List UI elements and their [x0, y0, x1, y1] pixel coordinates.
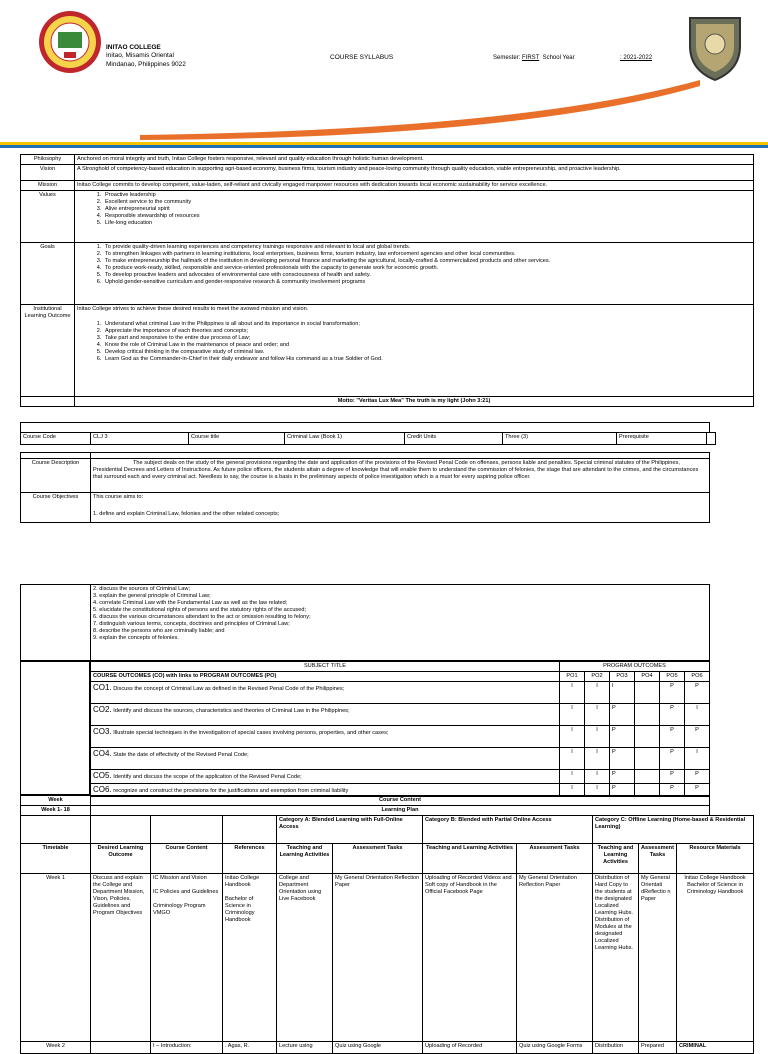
obj-item: 4. correlate Criminal Law with the Fundamental Law as well as the law related;	[93, 599, 288, 606]
obj-item: 7. distinguish various terms, concepts, doctrines and principles of Criminal Law;	[93, 620, 290, 627]
week1-cell: My General Orientati dReflectio n Paper	[639, 874, 677, 1042]
po-cell: P	[610, 725, 635, 747]
po-cell: I	[610, 681, 635, 703]
table-row	[21, 874, 754, 1042]
week1-cell: IC Mission and Vision IC Policies and Guidelines Criminology Program VMGO	[151, 874, 223, 1042]
week2-cell: CRIMINAL	[676, 1042, 753, 1054]
week1-cell: My General Orientation Reflection Paper	[333, 874, 423, 1042]
philosophy-text: Anchored on moral integrity and truth, Initao College fosters responsive, relevant and quality education through holistic human development.	[75, 155, 754, 165]
po-header: PO6	[685, 671, 710, 681]
values-item: 5. Life-long education	[103, 220, 751, 227]
table-row	[91, 703, 710, 725]
obj-item: 5. elucidate the constitutional rights of persons and the statutory rights of the accused;	[93, 606, 306, 613]
week2-cell: Quiz using Google Forms	[517, 1042, 593, 1054]
table-row	[91, 769, 710, 783]
po-header: PO2	[585, 671, 610, 681]
co-code: CO1.	[93, 682, 112, 692]
po-cell: P	[610, 783, 635, 796]
philosophy-label: Philosophy	[21, 155, 75, 165]
motto: Motto: "Veritas Lux Mea" The truth is my light (John 3:21)	[75, 397, 754, 407]
goals-item: 3. To make entrepreneurship the hallmark of the institution in developing personal finance and marketing the agricultural, locally-crafted & commercialized products and other services.	[103, 258, 751, 265]
co-code: CO6.	[93, 784, 112, 794]
category-b-header: Category B: Blended with Partial Online Access	[423, 816, 593, 844]
course-content-header: Course Content	[91, 796, 710, 806]
outcomes-left-col	[20, 661, 90, 795]
po-cell: I	[585, 747, 610, 769]
values-list	[103, 192, 751, 227]
week2-cell: Week 2	[21, 1042, 91, 1054]
goals-item: 4. To produce work-ready, skilled, responsible and service-oriented professionals with the capacity to generate work for economic growth.	[103, 265, 751, 272]
week2-cell: Prepared	[639, 1042, 677, 1054]
ilo-label: Institutional Learning Outcome	[21, 305, 75, 397]
credit-units-value: Three (3)	[503, 433, 617, 445]
institution-table	[20, 154, 754, 407]
po-cell: P	[685, 681, 710, 703]
col-header: Resource Materials	[676, 844, 753, 874]
vision-text: A Stronghold of competency-based education in supporting agri-based economy, business firms, tourism industry and peace-loving community through quality education, viable entrepreneurship, and proactive leadership.	[75, 165, 754, 181]
po-cell: P	[610, 769, 635, 783]
co-text: Discuss the concept of Criminal Law as defined in the Revised Penal Code of the Philippines;	[113, 685, 345, 692]
po-cell	[635, 703, 660, 725]
week2-cell: Uploading of Recorded	[423, 1042, 517, 1054]
ilo-item: 6. Learn God as the Commander-in-Chief in their daily endeavor and follow His command as a true Soldier of God.	[103, 356, 751, 363]
po-header: PO5	[660, 671, 685, 681]
school-year-label: School Year	[542, 55, 575, 61]
po-cell: P	[660, 747, 685, 769]
co-text: Identify and discuss the sources, characteristics and theories of Criminal Law in the Philippines;	[113, 707, 350, 714]
po-cell: I	[685, 703, 710, 725]
course-title-label: Course title	[189, 433, 285, 445]
semester-label: Semester:	[493, 55, 521, 61]
subject-title: SUBJECT TITLE	[91, 662, 560, 672]
week2-cell: Quiz using Google	[333, 1042, 423, 1054]
semester-value: FIRST	[522, 55, 540, 61]
school-seal-logo	[38, 8, 102, 76]
course-obj-intro: This course aims to:	[93, 494, 144, 500]
table-row	[91, 681, 710, 703]
school-address-2: Mindanao, Philippines 9022	[106, 60, 186, 68]
course-title-value: Criminal Law (Book 1)	[285, 433, 405, 445]
po-cell: I	[560, 725, 585, 747]
obj-item: 3. explain the general principle of Criminal Law;	[93, 592, 211, 599]
co-code: CO5.	[93, 770, 112, 780]
course-code-table	[20, 432, 716, 445]
school-address: Initao, Misamis Oriental	[106, 52, 174, 60]
table-row	[91, 725, 710, 747]
course-obj-label: Course Objectives	[21, 493, 91, 523]
doc-title: COURSE SYLLABUS	[330, 54, 394, 61]
po-cell	[635, 725, 660, 747]
values-item: 1. Proactive leadership	[103, 192, 751, 199]
week2-cell: I – Introduction:	[151, 1042, 223, 1054]
po-cell: I	[585, 769, 610, 783]
po-cell	[635, 769, 660, 783]
table-row	[91, 747, 710, 769]
school-year-value: : 2021-2022	[620, 55, 653, 61]
po-cell	[635, 681, 660, 703]
course-obj-item: 1. define and explain Criminal Law, felonies and the other related concepts;	[93, 510, 280, 517]
goals-item: 2. To strengthen linkages with partners in learning institutions, local enterprises, business firms, tourism industry, law enforcement agencies and other local communities.	[103, 251, 751, 258]
col-header: Assessment Tasks	[639, 844, 677, 874]
po-cell: I	[585, 681, 610, 703]
week2-cell: . Agas, R.	[223, 1042, 277, 1054]
goals-item: 1. To provide quality-driven learning experiences and competency trainings responsive and relevant to local and global trends.	[103, 244, 751, 251]
co-text: State the date of effectivity of the Revised Penal Code;	[113, 751, 249, 758]
col-header: Teaching and Learning Activities	[423, 844, 517, 874]
week-label: Week	[21, 796, 91, 806]
header-swoosh-graphic	[0, 80, 768, 150]
obj-item: 6. discuss the various circumstances attendant to the act or omission resulting to felony;	[93, 613, 311, 620]
week2-cell	[91, 1042, 151, 1054]
obj-item: 2. discuss the sources of Criminal Law;	[93, 586, 190, 592]
po-cell: P	[685, 725, 710, 747]
week-range: Week 1- 18	[21, 806, 91, 816]
week1-cell: Distribution of Hard Copy to the students at the designated Localized Learning Hubs. Distribution of Modules at the designated Localized Learning Hubs.	[593, 874, 639, 1042]
course-desc-text: The subject deals on the study of the general provisions regarding the date and application of the provisions of the Revised Penal Code on offenses, persons liable and penalties. Special criminal statutes of the Philippines, Presidential Decrees and Letters of Instructions. As future police officers, the students attain a degree of knowledge that will enable them to understand the commission of felonies, the stage that are attendant to the crimes, and the circumstances that surround each and every criminal act. Needless to say, the course is a basis in the preliminary aspects of police investigation which is a must for every aspiring police officer.	[91, 459, 710, 493]
week1-cell: Week 1	[21, 874, 91, 1042]
values-label: Values	[21, 191, 75, 243]
po-cell: P	[660, 725, 685, 747]
week1-cell: Initao College Handbook Bachelor of Science in Criminology Handbook	[223, 874, 277, 1042]
co-code: CO3.	[93, 726, 112, 736]
co-header: COURSE OUTCOMES (CO) with links to PROGRAM OUTCOMES (PO)	[91, 671, 560, 681]
po-cell: P	[660, 681, 685, 703]
co-text: Illustrate special techniques in the investigation of special cases involving persons, properties, and other cases;	[113, 729, 389, 736]
mission-text: Initao College commits to develop competent, value-laden, self-reliant and civically engaged manpower resources with dedication towards local economic sustainability for service excellence.	[75, 181, 754, 191]
goals-list	[103, 244, 751, 286]
co-text: Identify and discuss the scope of the application of the Revised Penal Code;	[113, 773, 302, 780]
category-a-header: Category A: Blended Learning with Full-Online Access	[277, 816, 423, 844]
values-item: 3. Alive entrepreneurial spirit	[103, 206, 751, 213]
values-item: 4. Responsible stewardship of resources	[103, 213, 751, 220]
po-cell: I	[685, 747, 710, 769]
learning-plan-header: Learning Plan	[91, 806, 710, 816]
po-cell: I	[585, 725, 610, 747]
goals-item: 5. To develop proactive leaders and advocates of environmental care with consciousness of health and safety.	[103, 272, 751, 279]
course-code-value: CLJ 3	[91, 433, 189, 445]
week1-cell: Uploading of Recorded Videos and Soft copy of Handbook in the Official Facebook Page	[423, 874, 517, 1042]
criminology-shield-logo	[686, 12, 744, 82]
po-cell: I	[560, 681, 585, 703]
goals-item: 6. Uphold gender-sensitive curriculum and gender-responsive research & community involvement programs	[103, 279, 751, 286]
col-header: Teaching and Learning Activities	[593, 844, 639, 874]
col-header: Desired Learning Outcome	[91, 844, 151, 874]
program-outcomes-header: PROGRAM OUTCOMES	[560, 662, 710, 672]
table-row	[21, 1042, 754, 1054]
po-cell: I	[560, 783, 585, 796]
course-desc-label: Course Description	[21, 459, 91, 493]
vision-label: Vision	[21, 165, 75, 181]
course-code-label: Course Code	[21, 433, 91, 445]
ilo-item: 4. Know the role of Criminal Law in the maintenance of peace and order; and	[103, 342, 751, 349]
po-cell: P	[610, 703, 635, 725]
po-cell: I	[560, 703, 585, 725]
po-cell: I	[585, 783, 610, 796]
values-item: 2. Excellent service to the community	[103, 199, 751, 206]
ilo-list	[103, 321, 751, 363]
po-cell: P	[660, 703, 685, 725]
po-header: PO4	[635, 671, 660, 681]
learning-plan-table	[20, 815, 754, 1054]
obj-item: 8. describe the persons who are criminally liable; and	[93, 627, 225, 634]
ilo-intro: Initao College strives to achieve these desired results to meet the avowed mission and vision.	[77, 306, 309, 312]
obj-item: 9. explain the concepts of felonies.	[93, 634, 179, 641]
school-name: INITAO COLLEGE	[106, 44, 161, 51]
col-header: Timetable	[21, 844, 91, 874]
week-content-table	[20, 795, 710, 816]
col-header: Assessment Tasks	[517, 844, 593, 874]
outcomes-table	[90, 661, 710, 797]
po-cell: I	[560, 747, 585, 769]
week1-cell: College and Department Orientation using Live Facebook	[277, 874, 333, 1042]
prerequisite-label: Prerequisite	[617, 433, 707, 445]
col-header: Course Content	[151, 844, 223, 874]
week1-cell: Discuss and explain the College and Department Mission, Vison, Policies, Guidelines and Program Objectives	[91, 874, 151, 1042]
po-header: PO1	[560, 671, 585, 681]
course-desc-table	[20, 452, 710, 523]
po-header: PO3	[610, 671, 635, 681]
ilo-item: 5. Develop critical thinking in the comparative study of criminal law.	[103, 349, 751, 356]
co-code: CO4.	[93, 748, 112, 758]
ilo-item: 2. Appreciate the importance of each theories and concepts;	[103, 328, 751, 335]
category-c-header: Category C: Offline Learning (Home-based & Residential Learning)	[593, 816, 754, 844]
objectives-cont-table	[20, 584, 710, 661]
week2-cell: Distribution	[593, 1042, 639, 1054]
goals-label: Goals	[21, 243, 75, 305]
week2-cell: Lecture using	[277, 1042, 333, 1054]
col-header: Teaching and Learning Activities	[277, 844, 333, 874]
mission-label: Mission	[21, 181, 75, 191]
credit-units-label: Credit Units	[405, 433, 503, 445]
po-cell: P	[685, 769, 710, 783]
co-text: recognize and construct the provisions for the justifications and exemption from criminal liability	[113, 787, 349, 794]
po-cell: P	[660, 769, 685, 783]
col-header: References	[223, 844, 277, 874]
po-cell: P	[610, 747, 635, 769]
col-header: Assessment Tasks	[333, 844, 423, 874]
week1-cell: Initao College Handbook Bachelor of Science in Criminology Handbook	[676, 874, 753, 1042]
co-code: CO2.	[93, 704, 112, 714]
ilo-item: 3. Take part and responsive to the entire due process of Law;	[103, 335, 751, 342]
ilo-item: 1. Understand what criminal Law in the Philippines is all about and its importance in social transformation;	[103, 321, 751, 328]
po-cell: I	[560, 769, 585, 783]
po-cell: P	[660, 783, 685, 796]
po-cell	[635, 747, 660, 769]
week1-cell: My General Orientation Reflection Paper	[517, 874, 593, 1042]
po-cell: I	[585, 703, 610, 725]
po-cell: P	[685, 783, 710, 796]
